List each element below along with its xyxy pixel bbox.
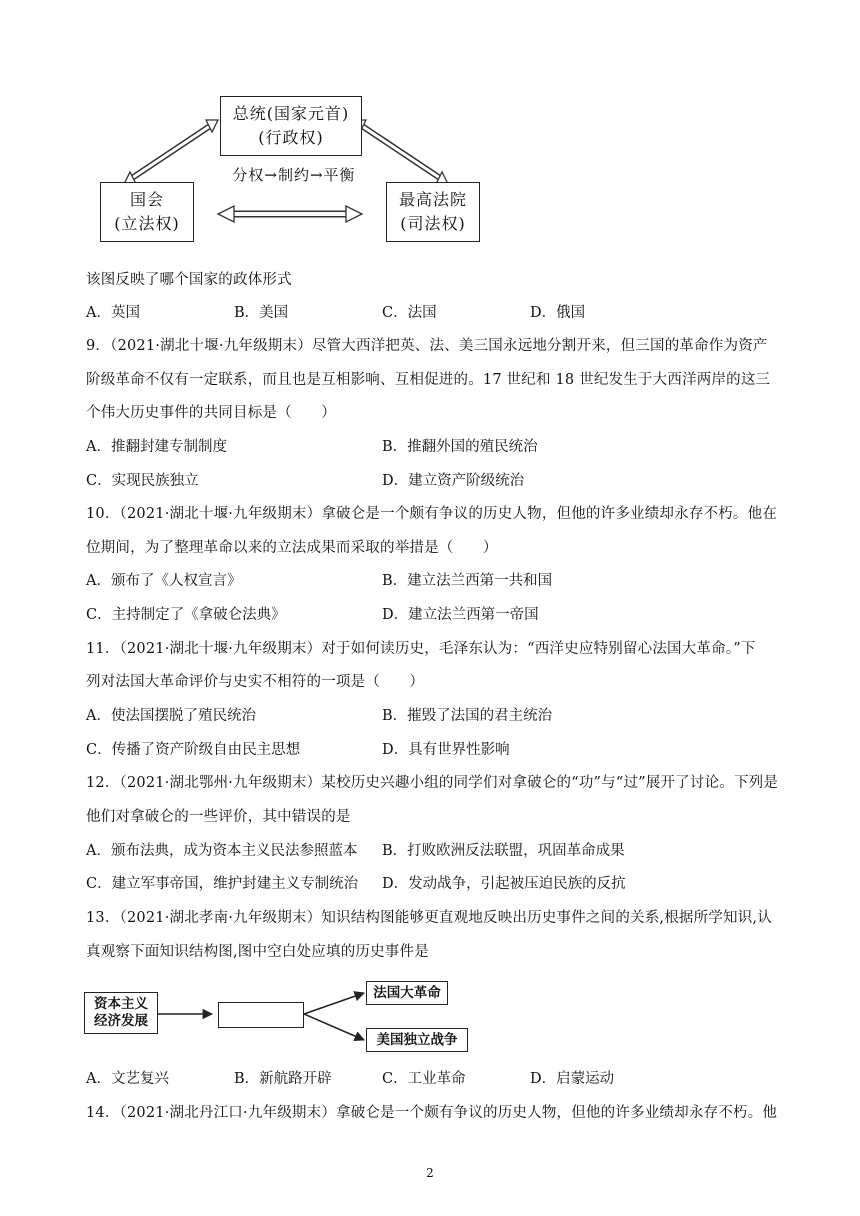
double-arrow-left	[124, 120, 218, 184]
capitalist-economy-line1: 资本主义	[94, 996, 148, 1012]
q10-option-c[interactable]: C．主持制定了《拿破仑法典》	[86, 607, 286, 623]
q11-option-d[interactable]: D．具有世界性影响	[382, 742, 510, 758]
q8-option-a[interactable]: A．英国	[86, 305, 140, 321]
q13-option-d[interactable]: D．启蒙运动	[530, 1071, 615, 1087]
arrow-to-french-revolution	[304, 993, 364, 1014]
congress-box	[100, 182, 194, 242]
q13-option-b[interactable]: B．新航路开辟	[234, 1071, 332, 1087]
page-number: 2	[426, 1166, 434, 1180]
q10-option-d[interactable]: D．建立法兰西第一帝国	[382, 607, 539, 623]
q10-option-a[interactable]: A．颁布了《人权宣言》	[86, 573, 242, 589]
congress-label: 国会	[129, 190, 164, 209]
q13-option-c[interactable]: C．工业革命	[382, 1071, 466, 1087]
american-war-box: 美国独立战争	[366, 1028, 468, 1052]
q11-option-a[interactable]: A．使法国摆脱了殖民统治	[86, 708, 256, 724]
arrow-to-american-war	[304, 1014, 364, 1040]
q12-option-a[interactable]: A．颁布法典，成为资本主义民法参照蓝本	[86, 843, 358, 859]
q9-option-d[interactable]: D．建立资产阶级统治	[382, 473, 525, 489]
capitalist-economy-box	[84, 992, 158, 1034]
q10-option-b[interactable]: B．建立法兰西第一共和国	[382, 573, 553, 589]
capitalist-economy-line2: 经济发展	[94, 1013, 148, 1029]
q13-stem-line1: 13．（2021·湖北孝南·九年级期末）知识结构图能够更直观地反映出历史事件之间的关系,根据所学知识,认	[86, 910, 772, 926]
q9-option-c[interactable]: C．实现民族独立	[86, 473, 199, 489]
q10-stem-line2: 位期间，为了整理革命以来的立法成果而采取的举措是（ ）	[86, 540, 498, 556]
double-arrow-bottom	[218, 206, 362, 222]
q8-option-d[interactable]: D．俄国	[530, 305, 586, 321]
q12-option-c[interactable]: C．建立军事帝国，维护封建主义专制统治	[86, 876, 359, 892]
q9-option-a[interactable]: A．推翻封建专制制度	[86, 439, 227, 455]
french-revolution-box: 法国大革命	[366, 981, 448, 1005]
supreme-court-box	[386, 182, 480, 242]
judicial-power-label: (司法权)	[400, 214, 466, 233]
q8-option-b[interactable]: B．美国	[234, 305, 289, 321]
q12-stem-line2: 他们对拿破仑的一些评价，其中错误的是	[86, 809, 351, 825]
q12-option-b[interactable]: B．打败欧洲反法联盟，巩固革命成果	[382, 843, 625, 859]
q11-stem-line2: 列对法国大革命评价与史实不相符的一项是（ ）	[86, 674, 425, 690]
q8-option-c[interactable]: C．法国	[382, 305, 437, 321]
executive-power-label: (行政权)	[258, 128, 324, 147]
q13-stem-line2: 真观察下面知识结构图,图中空白处应填的历史事件是	[86, 944, 429, 960]
q11-option-b[interactable]: B．摧毁了法国的君主统治	[382, 708, 553, 724]
supreme-court-label: 最高法院	[398, 190, 467, 209]
power-balance-text: 分权→制约→平衡	[232, 166, 356, 184]
q10-stem-line1: 10．（2021·湖北十堰·九年级期末）拿破仑是一个颇有争议的历史人物，但他的许多业绩却永存不朽。他在	[86, 506, 778, 522]
q11-stem-line1: 11．（2021·湖北十堰·九年级期末）对于如何读历史，毛泽东认为：“西洋史应特别留心法国大革命。”下	[86, 641, 756, 657]
knowledge-structure-diagram	[84, 980, 484, 1052]
blank-answer-box[interactable]	[218, 1002, 304, 1028]
separation-of-powers-diagram	[90, 86, 490, 246]
q12-option-d[interactable]: D．发动战争，引起被压迫民族的反抗	[382, 876, 626, 892]
legislative-power-label: (立法权)	[114, 214, 180, 233]
q11-option-c[interactable]: C．传播了资产阶级自由民主思想	[86, 742, 301, 758]
q9-stem-line3: 个伟大历史事件的共同目标是（ ）	[86, 405, 336, 421]
q12-stem-line1: 12．（2021·湖北鄂州·九年级期末）某校历史兴趣小组的同学们对拿破仑的“功”与“过”展开了讨论。下列是	[86, 775, 779, 791]
q8-stem: 该图反映了哪个国家的政体形式	[86, 272, 292, 288]
q14-stem-line1: 14．（2021·湖北丹江口·九年级期末）拿破仑是一个颇有争议的历史人物，但他的许多业绩却永存不朽。他	[86, 1105, 778, 1121]
q13-option-a[interactable]: A．文艺复兴	[86, 1071, 169, 1087]
president-box	[220, 96, 362, 156]
president-label: 总统(国家元首)	[232, 104, 350, 123]
q9-stem-line2: 阶级革命不仅有一定联系，而且也是互相影响、互相促进的。17 世纪和 18 世纪发生于大西洋两岸的这三	[86, 372, 771, 388]
q9-stem-line1: 9．（2021·湖北十堰·九年级期末）尽管大西洋把英、法、美三国永远地分割开来，但三国的革命作为资产	[86, 338, 768, 354]
q9-option-b[interactable]: B．推翻外国的殖民统治	[382, 439, 538, 455]
